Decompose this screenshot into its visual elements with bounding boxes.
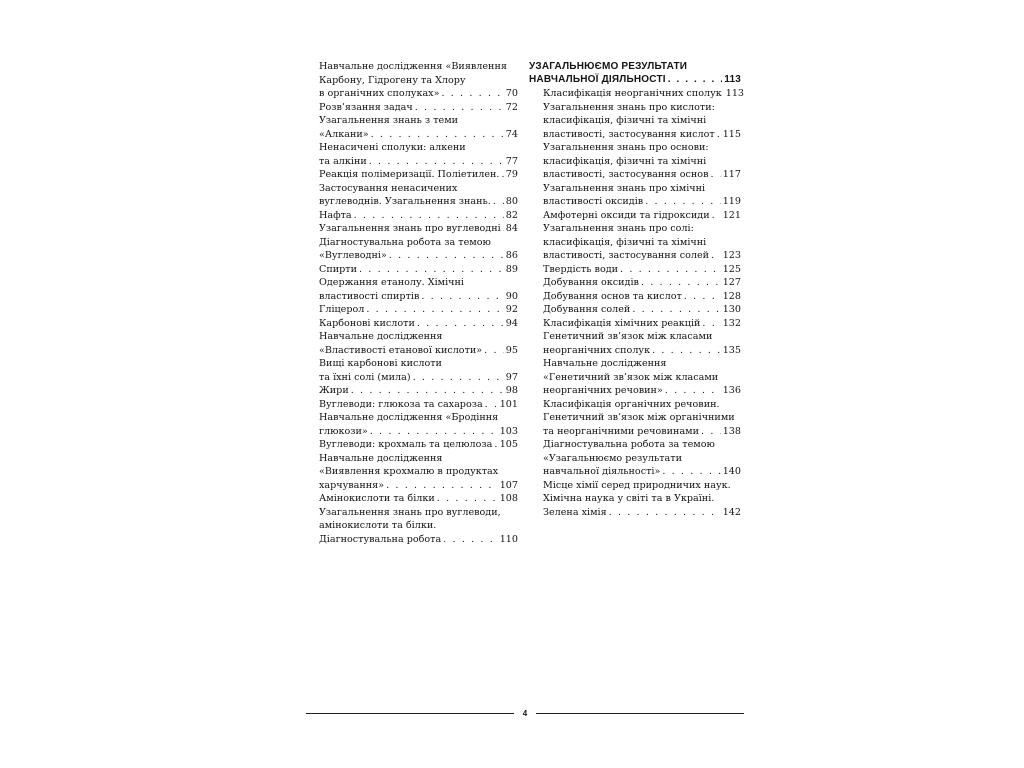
toc-entry-line bbox=[543, 263, 741, 277]
section-heading-line: УЗАГАЛЬНЮЄМО РЕЗУЛЬТАТИ bbox=[529, 61, 688, 72]
toc-entry-line bbox=[319, 344, 518, 358]
toc-entry bbox=[319, 492, 518, 506]
toc-entry-line: «Узагальнюємо результати bbox=[543, 452, 682, 464]
toc-entry-line bbox=[319, 425, 518, 439]
toc-entry bbox=[529, 182, 741, 209]
toc-entry bbox=[319, 168, 518, 182]
toc-entry-line bbox=[543, 465, 741, 479]
toc-entry-title: Класифікація хімічних реакцій bbox=[543, 317, 701, 329]
toc-entry bbox=[529, 141, 741, 182]
toc-entry bbox=[529, 222, 741, 263]
dot-leader bbox=[652, 344, 721, 358]
toc-entry bbox=[529, 317, 741, 331]
toc-entry-title: «Алкани» bbox=[319, 128, 369, 140]
toc-entry-page: 70 bbox=[505, 88, 518, 99]
dot-leader bbox=[415, 101, 504, 115]
toc-entry-page: 135 bbox=[722, 344, 741, 356]
toc-entry-page: 108 bbox=[499, 493, 518, 504]
dot-leader bbox=[494, 438, 497, 452]
toc-entry-page: 72 bbox=[505, 101, 518, 113]
toc-entry-page: 128 bbox=[722, 290, 741, 302]
toc-entry-line bbox=[319, 195, 518, 209]
toc-entry-title: Добування оксидів bbox=[543, 277, 639, 288]
toc-entry-page: 98 bbox=[505, 385, 518, 396]
toc-entry-title: харчування» bbox=[319, 479, 385, 491]
toc-entry-title: неорганічних сполук bbox=[543, 344, 651, 356]
toc-entry-line bbox=[543, 276, 741, 290]
toc-entry-title: Класифікація неорганічних сполук bbox=[543, 88, 722, 99]
dot-leader bbox=[493, 195, 504, 209]
footer-rule-left bbox=[306, 713, 514, 714]
toc-entry-title: властивості, застосування солей bbox=[543, 250, 710, 261]
toc-left-column bbox=[319, 60, 518, 546]
dot-leader bbox=[371, 128, 504, 142]
dot-leader bbox=[620, 263, 721, 277]
dot-leader bbox=[609, 506, 721, 520]
toc-entry bbox=[529, 101, 741, 142]
dot-leader bbox=[370, 425, 498, 439]
toc-entry-line: Місце хімії серед природничих наук. bbox=[543, 479, 731, 491]
dot-leader bbox=[369, 155, 504, 169]
toc-entry-line bbox=[543, 209, 741, 223]
toc-entry-line bbox=[543, 425, 741, 439]
toc-entry bbox=[319, 60, 518, 101]
toc-entry-page: 86 bbox=[505, 250, 518, 261]
toc-entry-line bbox=[319, 128, 518, 142]
toc-entry-title: Добування основ та кислот bbox=[543, 290, 682, 302]
toc-entry-title: властивості спиртів bbox=[319, 290, 420, 302]
toc-entry-page: 95 bbox=[505, 344, 518, 356]
toc-entry-line: Навчальне дослідження bbox=[319, 452, 443, 464]
toc-entry-page: 130 bbox=[722, 304, 741, 315]
toc-entry-title: властивості, застосування основ bbox=[543, 169, 709, 180]
toc-entry-page: 140 bbox=[722, 466, 741, 477]
toc-entry bbox=[529, 290, 741, 304]
toc-entry-line bbox=[543, 344, 741, 358]
dot-leader bbox=[354, 209, 504, 223]
toc-entry-page: 142 bbox=[722, 506, 741, 518]
toc-entry-line: Узагальнення знань про кислоти: bbox=[543, 101, 715, 113]
toc-entry-line: Навчальне дослідження bbox=[319, 331, 443, 342]
toc-entry bbox=[319, 101, 518, 115]
section-heading-page: 113 bbox=[724, 74, 741, 85]
toc-entry-line bbox=[543, 384, 741, 398]
toc-entry-title: «Властивості етанової кислоти» bbox=[319, 344, 483, 356]
toc-entry-page: 107 bbox=[499, 479, 518, 491]
toc-entry-line bbox=[543, 303, 741, 317]
dot-leader bbox=[710, 168, 720, 182]
dot-leader bbox=[641, 276, 721, 290]
toc-entry-title: Зелена хімія bbox=[543, 506, 607, 518]
toc-entry-line: класифікація, фізичні та хімічні bbox=[543, 155, 707, 167]
toc-entry-page: 94 bbox=[505, 317, 518, 329]
dot-leader bbox=[443, 533, 497, 547]
toc-entry-page: 127 bbox=[722, 277, 741, 288]
toc-entry bbox=[319, 222, 518, 236]
dot-leader bbox=[702, 317, 720, 331]
toc-entry-line bbox=[319, 290, 518, 304]
toc-entry-title: Реакція полімеризації. Поліетилен. bbox=[319, 169, 500, 180]
toc-entry-line: Карбону, Гідрогену та Хлору bbox=[319, 74, 466, 86]
toc-entry bbox=[319, 506, 518, 547]
toc-entry-line bbox=[543, 87, 745, 101]
toc-entry-line bbox=[543, 195, 741, 209]
toc-entry-title: властивості оксидів bbox=[543, 196, 644, 207]
toc-entry-line bbox=[543, 506, 741, 520]
toc-entry-title: Узагальнення знань про вуглеводні bbox=[319, 223, 501, 234]
toc-entry-title: Добування солей bbox=[543, 304, 631, 315]
toc-entry-page: 92 bbox=[505, 304, 518, 315]
dot-leader bbox=[701, 425, 721, 439]
toc-entry-line: Навчальне дослідження bbox=[543, 358, 667, 369]
toc-entry-page: 74 bbox=[505, 128, 518, 140]
toc-entry-line bbox=[543, 249, 741, 263]
toc-entry bbox=[319, 209, 518, 223]
toc-entry-line bbox=[319, 398, 518, 412]
toc-entry-page: 89 bbox=[505, 263, 518, 275]
toc-entry-line bbox=[319, 249, 518, 263]
toc-entry-line bbox=[319, 371, 518, 385]
toc-entry-line: Генетичний зв’язок між класами bbox=[543, 331, 713, 342]
toc-entry-title: Карбонові кислоти bbox=[319, 317, 415, 329]
toc-entry-title: вуглеводнів. Узагальнення знань. bbox=[319, 196, 491, 207]
toc-entry-line: Навчальне дослідження «Бродіння bbox=[319, 412, 499, 423]
toc-entry-title: Нафта bbox=[319, 209, 352, 221]
toc-entry-line bbox=[319, 492, 518, 506]
toc-entry-title: Твердість води bbox=[543, 263, 619, 275]
toc-entry-title: Амфотерні оксиди та гідроксиди bbox=[543, 209, 710, 221]
toc-entry bbox=[529, 276, 741, 290]
toc-entry bbox=[319, 398, 518, 412]
toc-entry-page: 82 bbox=[505, 209, 518, 221]
toc-entry bbox=[529, 357, 741, 398]
toc-entry-line: Діагностувальна робота за темою bbox=[319, 236, 491, 248]
toc-entry-title: Жири bbox=[319, 385, 349, 396]
dot-leader bbox=[366, 303, 503, 317]
toc-entry-line: Узагальнення знань про вуглеводи, bbox=[319, 506, 501, 518]
toc-entry-line: амінокислоти та білки. bbox=[319, 520, 437, 531]
toc-entry-title: Вуглеводи: крохмаль та целюлоза bbox=[319, 439, 493, 450]
dot-leader bbox=[717, 128, 721, 142]
dot-leader bbox=[351, 384, 504, 398]
section-heading bbox=[529, 60, 741, 86]
dot-leader bbox=[684, 290, 721, 304]
toc-entry-line bbox=[319, 533, 518, 547]
toc-entry-title: глюкози» bbox=[319, 425, 368, 437]
toc-entry-line bbox=[543, 128, 741, 142]
toc-entry-line bbox=[319, 209, 518, 223]
toc-entry-line: класифікація, фізичні та хімічні bbox=[543, 115, 707, 126]
toc-entry-line: Хімічна наука у світі та в Україні. bbox=[543, 493, 715, 504]
toc-entry-page: 121 bbox=[722, 209, 741, 221]
toc-entry-page: 105 bbox=[499, 439, 518, 450]
toc-entry bbox=[319, 438, 518, 452]
dot-leader bbox=[386, 479, 498, 493]
toc-entry-page: 138 bbox=[722, 425, 741, 437]
toc-entry bbox=[319, 141, 518, 168]
toc-entry-line bbox=[319, 222, 518, 236]
toc-entry-title: Діагностувальна робота bbox=[319, 533, 442, 545]
toc-entry-line bbox=[319, 479, 518, 493]
dot-leader bbox=[501, 168, 503, 182]
dot-leader bbox=[632, 303, 720, 317]
toc-entry bbox=[319, 384, 518, 398]
page-number: 4 bbox=[522, 709, 528, 718]
dot-leader bbox=[437, 492, 498, 506]
toc-entry-line: «Виявлення крохмалю в продуктах bbox=[319, 466, 499, 477]
section-heading-line bbox=[529, 73, 741, 86]
toc-entry bbox=[529, 263, 741, 277]
toc-entry bbox=[319, 357, 518, 384]
toc-entry-line bbox=[543, 168, 741, 182]
toc-entry bbox=[529, 398, 741, 439]
toc-entry bbox=[529, 479, 741, 520]
dot-leader bbox=[662, 465, 720, 479]
toc-entry-line bbox=[319, 303, 518, 317]
toc-entry bbox=[319, 317, 518, 331]
dot-leader bbox=[389, 249, 504, 263]
toc-entry-line bbox=[543, 317, 741, 331]
toc-entry-line: Ненасичені сполуки: алкени bbox=[319, 142, 466, 153]
toc-entry-page: 101 bbox=[499, 398, 518, 410]
toc-entry bbox=[319, 182, 518, 209]
toc-entry-page: 113 bbox=[725, 88, 745, 99]
toc-entry-line bbox=[319, 384, 518, 398]
toc-entry-line: Узагальнення знань про солі: bbox=[543, 223, 694, 234]
toc-entry-title: та неорганічними речовинами bbox=[543, 425, 700, 437]
toc-entry-line bbox=[319, 155, 518, 169]
toc-entry-page: 110 bbox=[499, 533, 518, 545]
dot-leader bbox=[441, 87, 503, 101]
dot-leader bbox=[413, 371, 504, 385]
dot-leader bbox=[645, 195, 721, 209]
toc-entry bbox=[319, 411, 518, 438]
toc-entry bbox=[319, 236, 518, 263]
toc-entry-page: 84 bbox=[505, 223, 518, 234]
dot-leader bbox=[417, 317, 504, 331]
toc-entry-title: в органічних сполуках» bbox=[319, 88, 440, 99]
toc-entry-title: Вуглеводи: глюкоза та сахароза bbox=[319, 398, 483, 410]
section-heading-text: НАВЧАЛЬНОЇ ДІЯЛЬНОСТІ bbox=[529, 74, 666, 85]
toc-entry-page: 132 bbox=[722, 317, 741, 329]
toc-entry-page: 115 bbox=[722, 128, 741, 140]
toc-entry-line bbox=[319, 168, 518, 182]
toc-entry-page: 97 bbox=[505, 371, 518, 383]
dot-leader bbox=[485, 398, 498, 412]
toc-entry-line: Вищі карбонові кислоти bbox=[319, 358, 442, 369]
toc-entry-title: Амінокислоти та білки bbox=[319, 493, 435, 504]
toc-entry-line: класифікація, фізичні та хімічні bbox=[543, 236, 707, 248]
toc-entry bbox=[319, 276, 518, 303]
toc-entry bbox=[319, 452, 518, 493]
dot-leader bbox=[712, 209, 721, 223]
toc-right-entries bbox=[529, 87, 745, 519]
toc-entry-line: Класифікація органічних речовин. bbox=[543, 398, 720, 410]
toc-entry-line bbox=[319, 317, 518, 331]
toc-entry-title: Спирти bbox=[319, 263, 357, 275]
toc-entry-page: 125 bbox=[722, 263, 741, 275]
toc-entry-line: Узагальнення знань про основи: bbox=[543, 142, 709, 153]
toc-entry-title: Розв’язання задач bbox=[319, 101, 413, 113]
toc-entry bbox=[529, 303, 741, 317]
toc-entry-title: неорганічних речовин» bbox=[543, 385, 663, 396]
dot-leader bbox=[484, 344, 504, 358]
toc-entry-page: 117 bbox=[722, 169, 741, 180]
dot-leader bbox=[665, 384, 721, 398]
toc-entry bbox=[529, 87, 745, 101]
toc-entry-line: «Генетичний зв’язок між класами bbox=[543, 371, 719, 383]
toc-entry bbox=[319, 303, 518, 317]
toc-entry bbox=[319, 263, 518, 277]
toc-entry-page: 119 bbox=[722, 196, 741, 207]
toc-right-column bbox=[529, 60, 745, 519]
toc-entry-page: 103 bbox=[499, 425, 518, 437]
toc-entry-page: 77 bbox=[505, 155, 518, 167]
toc-entry bbox=[319, 114, 518, 141]
toc-entry-line: Узагальнення знань про хімічні bbox=[543, 182, 706, 194]
dot-leader bbox=[503, 222, 504, 236]
toc-entry bbox=[529, 438, 741, 479]
toc-entry-title: навчальної діяльності» bbox=[543, 466, 661, 477]
toc-entry-title: властивості, застосування кислот bbox=[543, 128, 715, 140]
toc-entry-title: та алкіни bbox=[319, 155, 367, 167]
toc-entry bbox=[529, 209, 741, 223]
toc-entry-line bbox=[319, 438, 518, 452]
toc-entry-page: 80 bbox=[505, 196, 518, 207]
toc-entry-title: «Вуглеводні» bbox=[319, 250, 387, 261]
toc-entry-line: Навчальне дослідження «Виявлення bbox=[319, 61, 507, 72]
toc-entry-line bbox=[319, 87, 518, 101]
toc-entry-page: 123 bbox=[722, 250, 741, 261]
toc-entry-page: 136 bbox=[722, 385, 741, 396]
toc-entry-line: Застосування ненасичених bbox=[319, 182, 458, 194]
toc-entry-line: Узагальнення знань з теми bbox=[319, 115, 459, 126]
toc-entry-line bbox=[543, 290, 741, 304]
toc-entry-title: та їхні солі (мила) bbox=[319, 371, 411, 383]
toc-entry-line: Одержання етанолу. Хімічні bbox=[319, 277, 464, 288]
toc-entry-line: Генетичний зв’язок між органічними bbox=[543, 412, 735, 423]
page-footer bbox=[306, 709, 744, 718]
toc-entry bbox=[319, 330, 518, 357]
dot-leader bbox=[359, 263, 504, 277]
toc-entry-line bbox=[319, 263, 518, 277]
footer-rule-right bbox=[536, 713, 744, 714]
toc-entry-line bbox=[319, 101, 518, 115]
toc-entry-page: 79 bbox=[505, 169, 518, 180]
dot-leader bbox=[711, 249, 721, 263]
toc-entry bbox=[529, 330, 741, 357]
toc-entry-line: Діагностувальна робота за темою bbox=[543, 439, 715, 450]
dot-leader bbox=[421, 290, 503, 304]
dot-leader bbox=[668, 73, 723, 86]
toc-entry-page: 90 bbox=[505, 290, 518, 302]
toc-entry-title: Гліцерол bbox=[319, 304, 365, 315]
